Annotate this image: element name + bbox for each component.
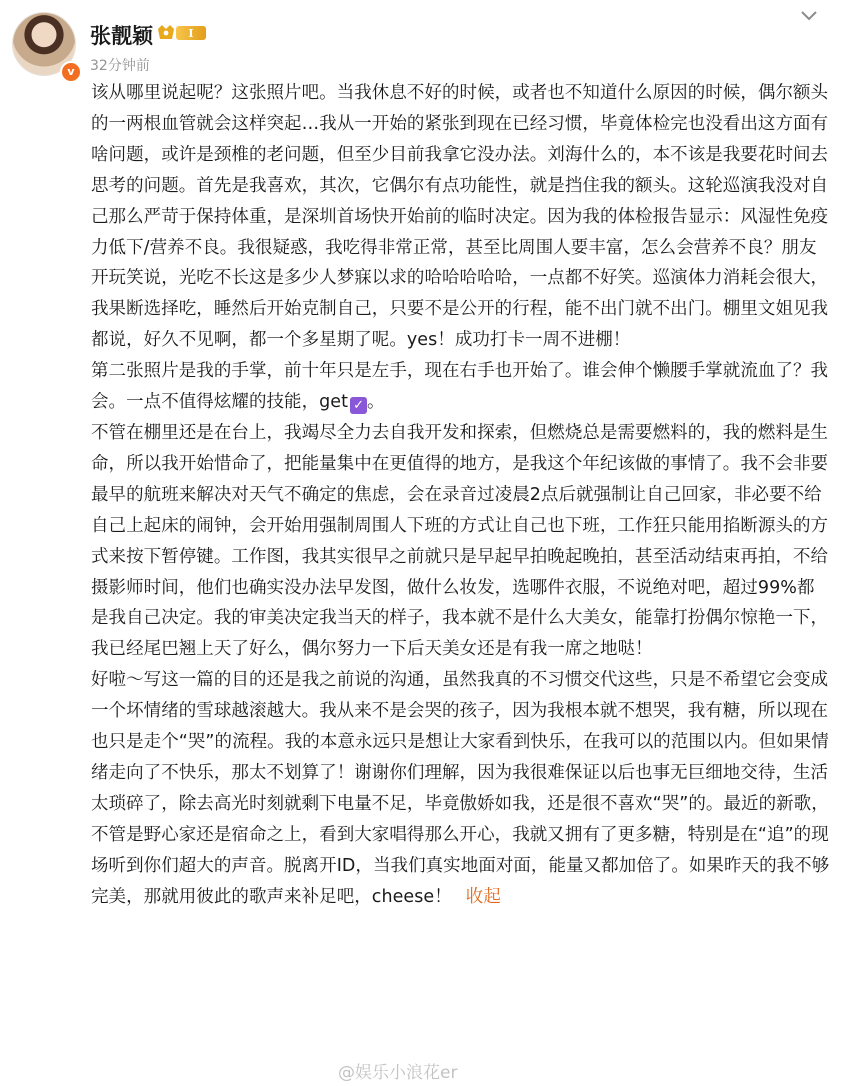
post-header bbox=[0, 0, 843, 80]
post-paragraph-text: 好啦～写这一篇的目的还是我之前说的沟通，虽然我真的不习惯交代这些，只是不希望它会变成一个坏情绪的雪球越滚越大。我从来不是会哭的孩子，因为我根本就不想哭，我有糖，所以现在也只是走个“哭”的流程。我的本意永远只是想让大家看到快乐，在我可以的范围以内。但如果情绪走向了不快乐，那太不划算了！谢谢你们理解，因为我很难保证以后也事无巨细地交待，生活太琐碎了，除去高光时刻就剩下电量不足，毕竟傲娇如我，还是很不喜欢“哭”的。最近的新歌，不管是野心家还是宿命之上，看到大家唱得那么开心，我就又拥有了更多糖，特别是在“追”的现场听到你们超大的声音。脱离开ID，当我们真实地面对面，能量又都加倍了。如果昨天的我不够完美，那就用彼此的歌声来补足吧，cheese！ bbox=[91, 670, 830, 907]
post-paragraph-text: 第二张照片是我的手掌，前十年只是左手，现在右手也开始了。谁会伸个懒腰手掌就流血了？我会。一点不值得炫耀的技能，get bbox=[91, 361, 829, 413]
level-badge-icon bbox=[156, 23, 208, 43]
check-emoji-icon: ✓ bbox=[350, 397, 367, 414]
post-paragraph-suffix: 。 bbox=[367, 392, 385, 413]
post-paragraph: 不管在棚里还是在台上，我竭尽全力去自我开发和探索，但燃烧总是需要燃料的，我的燃料是生命，所以我开始惜命了，把能量集中在更值得的地方，是我这个年纪该做的事情了。我不会非要最早的航班来解决对天气不确定的焦虑，会在录音过凌晨2点后就强制让自己回家，非必要不给自己上起床的闹钟，会开始用强制周围人下班的方式让自己也下班，工作狂只能用掐断源头的方式来按下暂停键。工作图，我其实很早之前就只是早起早拍晚起晚拍，甚至活动结束再拍，不给摄影师时间，他们也确实没办法早发图，做什么妆发，选哪件衣服，不说绝对吧，超过99%都是我自己决定。我的审美决定我当天的样子，我本就不是什么大美女，能靠打扮偶尔惊艳一下，我已经尾巴翘上天了好么，偶尔努力一下后天美女还是有我一席之地哒！ bbox=[91, 422, 829, 660]
verified-badge: v bbox=[60, 61, 82, 83]
post-paragraph bbox=[91, 665, 831, 912]
post-time: 32分钟前 bbox=[90, 58, 150, 74]
chevron-down-icon[interactable] bbox=[797, 6, 821, 24]
watermark: @娱乐小浪花er bbox=[338, 1063, 458, 1083]
collapse-link[interactable]: 收起 bbox=[465, 886, 501, 907]
level-badge-text: I bbox=[188, 27, 194, 40]
username[interactable]: 张靓颖 bbox=[90, 24, 153, 48]
post-content bbox=[91, 78, 831, 912]
post-paragraph: 该从哪里说起呢？这张照片吧。当我休息不好的时候，或者也不知道什么原因的时候，偶尔额头的一两根血管就会这样突起…我从一开始的紧张到现在已经习惯，毕竟体检完也没看出这方面有啥问题，或许是颈椎的老问题，但至少目前我拿它没办法。刘海什么的，本不该是我要花时间去思考的问题。首先是我喜欢，其次，它偶尔有点功能性，就是挡住我的额头。这轮巡演我没对自己那么严苛于保持体重，是深圳首场快开始前的临时决定。因为我的体检报告显示：风湿性免疫力低下/营养不良。我很疑惑，我吃得非常正常，甚至比周围人要丰富，怎么会营养不良？朋友开玩笑说，光吃不长这是多少人梦寐以求的哈哈哈哈哈，一点都不好笑。巡演体力消耗会很大，我果断选择吃，睡然后开始克制自己，只要不是公开的行程，能不出门就不出门。棚里文姐见我都说，好久不见啊，都一个多星期了呢。yes！成功打卡一周不进棚！ bbox=[91, 83, 829, 351]
post-paragraph bbox=[91, 356, 831, 418]
